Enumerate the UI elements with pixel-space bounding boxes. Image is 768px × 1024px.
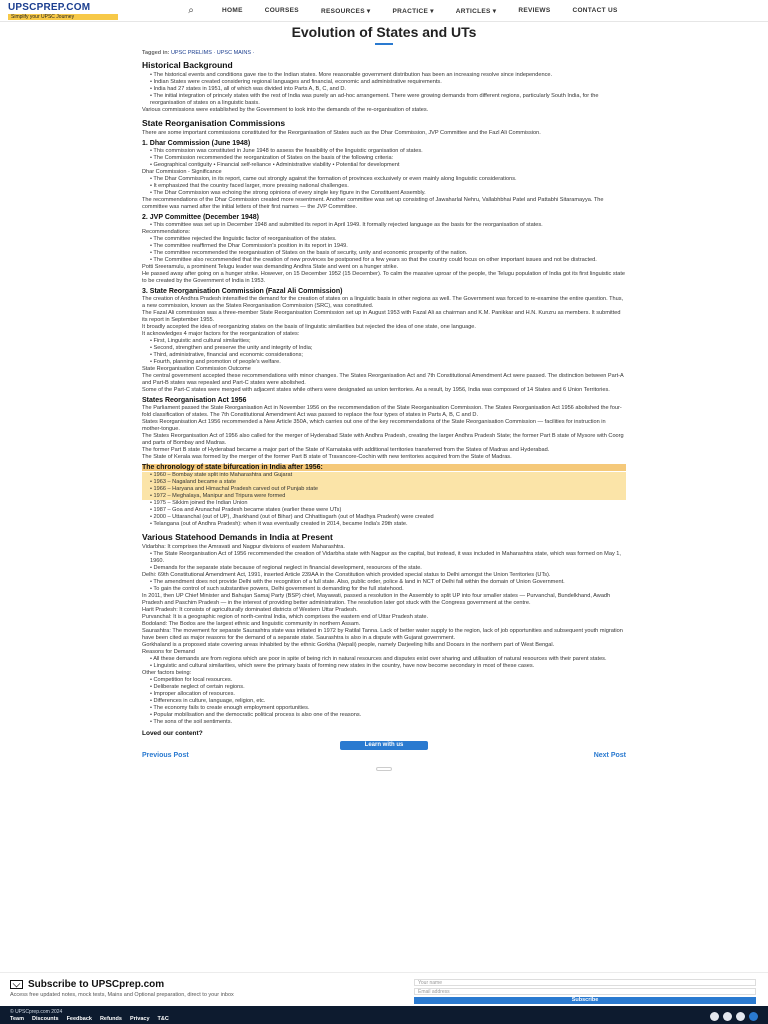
- list-item: • 1963 – Nagaland became a state: [142, 479, 626, 486]
- list-item: • Third, administrative, financial and economic considerations;: [150, 352, 303, 358]
- list-item: • First, Linguistic and cultural similarities;: [150, 338, 251, 344]
- list-item: • The sons of the soil sentiments.: [150, 719, 233, 725]
- paragraph: The Parliament passed the State Reorganisation Act in November 1956 on the recommendation of the State Reorganisation Commission. The States Reorganisation Act 1956 abolished the four-fold classification of states. The 7th Constitutional Amendment Act was passed to replace the four types of states in Parts A, B, C and D.: [142, 405, 622, 418]
- top-navigation: [0, 0, 768, 22]
- post-navigation: [142, 752, 626, 759]
- paragraph: It broadly accepted the idea of reorganizing states on the basis of linguistic similarities but rejected the idea of one state, one language.: [142, 324, 476, 330]
- nav-articles[interactable]: ARTICLES ▾: [455, 7, 497, 15]
- list-item: • The committee reaffirmed the Dhar Commission's position in its report in 1949.: [150, 243, 348, 249]
- email-input[interactable]: Email address: [414, 988, 756, 995]
- paragraph: Gorkhaland is a proposed state covering areas inhabited by the ethnic Gorkha (Nepali) people, namely Darjeeling hills and Dooars in the northern part of West Bengal.: [142, 642, 555, 648]
- footer-link-feedback[interactable]: Feedback: [66, 1016, 92, 1022]
- list-item: • Indian States were created considering regional languages and financial, economic and administrative requirements.: [150, 79, 442, 85]
- social-icon[interactable]: [710, 1012, 719, 1021]
- list-item: • The historical events and conditions gave rise to the Indian states. More reasonable government distribution has been an increasing resolve since independence.: [150, 72, 553, 78]
- subscribe-title: [10, 979, 370, 990]
- list-item: • This committee was set up in December 1948 and submitted its report in April 1949. It formally rejected language as the basis for the reorganisation of states.: [150, 222, 543, 228]
- site-footer: [0, 1006, 768, 1024]
- list-item: • The committee recommended the reorganisation of States on the basis of security, unity and economic prosperity of the nation.: [150, 250, 468, 256]
- article-sections: [142, 60, 626, 726]
- footer-link-discounts[interactable]: Discounts: [31, 1016, 59, 1022]
- paragraph: States Reorganisation Act 1956 recommended a New Article 350A, which carries out one of the key recommendations of the State Reorganisation Commission — facilities for instruction in mother-tongue.: [142, 419, 606, 432]
- page-title: Evolution of States and UTs: [291, 24, 477, 40]
- list-item: • Linguistic and cultural similarities, which were the primary basis of forming new states in the country, have now become secondary in most of these cases.: [150, 663, 535, 669]
- list-item: • India had 27 states in 1951, all of which was divided into Parts A, B, C, and D.: [150, 86, 346, 92]
- subscribe-section: [0, 972, 768, 1006]
- footer-copyright: © UPSCprep.com 2024: [10, 1009, 63, 1015]
- list-item: • Geographical contiguity • Financial self-reliance • Administrative viability • Potential for development: [150, 162, 400, 168]
- paragraph: Bodoland: The Bodos are the largest ethnic and linguistic community in northern Assam.: [142, 621, 361, 627]
- previous-post-link[interactable]: Previous Post: [142, 752, 189, 759]
- footer-link-team[interactable]: Team: [10, 1016, 24, 1022]
- logo-text: UPSCPREP.COM: [8, 1, 91, 13]
- section-heading: 2. JVP Committee (December 1948): [142, 214, 259, 221]
- list-item: • 1987 – Goa and Arunachal Pradesh became states (earlier these were UTs): [150, 507, 342, 513]
- paragraph: The Fazal Ali commission was a three-member State Reorganisation Commission set up in August 1953 with Fazal Ali as chairman and K.M. Panikkar and H.N. Kunzru as members. It submitted its report in September 1955.: [142, 310, 621, 323]
- paragraph: Harit Pradesh: It consists of agriculturally dominated districts of Western Uttar Pradesh.: [142, 607, 358, 613]
- nav-practice[interactable]: PRACTICE ▾: [392, 7, 434, 15]
- name-input[interactable]: Your name: [414, 979, 756, 986]
- title-underline: [375, 43, 393, 45]
- list-item: • The Dhar Commission was echoing the strong opinions of every single key figure in the Constituent Assembly.: [150, 190, 426, 196]
- subscribe-form: [414, 979, 756, 1003]
- paragraph: There are some important commissions constituted for the Reorganisation of States such as the Dhar Commission, JVP Committee and the Fazl Ali Commission.: [142, 130, 541, 136]
- list-item: • 1975 – Sikkim joined the Indian Union: [150, 500, 248, 506]
- paragraph: Purvanchal: It is a geographic region of north-central India, which comprises the eastern end of Uttar Pradesh state.: [142, 614, 429, 620]
- paragraph: Various commissions were established by the Government to look into the demands of the re-organisation of states.: [142, 107, 429, 113]
- list-item: • All these demands are from regions which are poor in spite of being rich in natural resources and disputes exist over sharing and utilisation of natural resources with their parent states.: [150, 656, 607, 662]
- list-item: • 2000 – Uttaranchal (out of UP), Jharkhand (out of Bihar) and Chhattisgarh (out of Madhya Pradesh) were created: [150, 514, 434, 520]
- list-item: • Telangana (out of Andhra Pradesh): when it was eventually created in 2014, became India's 29th state.: [150, 521, 408, 527]
- subscribe-button[interactable]: Subscribe: [414, 997, 756, 1004]
- paragraph: Potti Sreeramulu, a prominent Telugu leader was demanding Andhra State and went on a hunger strike.: [142, 264, 399, 270]
- list-item: • Popular mobilisation and the democratic political process is also one of the reasons.: [150, 712, 362, 718]
- paragraph: Saurashtra: The movement for separate Saurashtra state was initiated in 1972 by Ratilal Tanna. Lack of better water supply to the region, lack of job opportunities and subsequent youth migration have been cited as major reasons for the demand of a separate state. Saurashtra is also in a dispute with Gujarat government.: [142, 628, 623, 641]
- footer-link-terms[interactable]: T&C: [157, 1016, 169, 1022]
- social-links: [710, 1012, 758, 1021]
- paragraph: In 2011, then UP Chief Minister and Bahujan Samaj Party (BSP) chief, Mayawati, passed a resolution in the Assembly to split UP into four smaller states — Purvanchal, Bundelkhand, Awadh Pradesh and Paschim Pradesh — in the interest of providing better administration. The resolution later got stuck with the Congress government at the centre.: [142, 593, 611, 606]
- tags-line: [142, 50, 626, 56]
- social-icon[interactable]: [736, 1012, 745, 1021]
- nav-reviews[interactable]: REVIEWS: [518, 6, 551, 14]
- paragraph: Other factors being:: [142, 670, 192, 676]
- next-post-link[interactable]: Next Post: [593, 752, 626, 759]
- tags-links[interactable]: UPSC PRELIMS · UPSC MAINS ·: [170, 50, 255, 56]
- list-item: • The Dhar Commission, in its report, came out strongly against the formation of provinces exclusively or even mainly along linguistic considerations.: [150, 176, 517, 182]
- list-item: • It emphasized that the country faced larger, more pressing national challenges.: [150, 183, 349, 189]
- section-heading: 1. Dhar Commission (June 1948): [142, 140, 251, 147]
- nav-links: [222, 7, 618, 15]
- paragraph: Dhar Commission - Significance: [142, 169, 222, 175]
- list-item: • The amendment does not provide Delhi with the recognition of a full state. Also, public order, police & land in NCT of Delhi fall within the domain of Union Government.: [150, 579, 565, 585]
- list-item: • The economy fails to create enough employment opportunities.: [150, 705, 310, 711]
- list-item: • 1960 – Bombay state split into Maharashtra and Gujarat: [142, 472, 626, 479]
- section-heading: Various Statehood Demands in India at Present: [142, 532, 333, 542]
- paragraph: He passed away after going on a hunger strike. However, on 15 December 1952 (15 December). To calm the massive uproar of the people, the Telugu population of India got its first linguistic state to be created by the Government of India in 1953.: [142, 271, 625, 284]
- list-item: • Deliberate neglect of certain regions.: [150, 684, 245, 690]
- paragraph: The State of Kerala was formed by the merger of the former Part B state of Travancore-Cochin with new territories acquired from the State of Madras.: [142, 454, 512, 460]
- paragraph: Delhi: 69th Constitutional Amendment Act, 1991, inserted Article 239AA in the Constitution which provided special status to Delhi amongst the Union Territories (UTs).: [142, 572, 551, 578]
- learn-with-us-button[interactable]: Learn with us: [340, 741, 428, 750]
- list-item: • Fourth, planning and promotion of people's welfare.: [150, 359, 281, 365]
- site-logo[interactable]: [8, 2, 168, 20]
- nav-home[interactable]: HOME: [222, 6, 243, 14]
- footer-left: [10, 1009, 169, 1022]
- subscribe-info: [10, 979, 370, 1000]
- nav-contact[interactable]: CONTACT US: [572, 6, 618, 14]
- nav-resources[interactable]: RESOURCES ▾: [320, 7, 371, 15]
- list-item: • The Committee also recommended that the creation of new provinces be postponed for a few years so that the country could focus on other important issues and not be distracted.: [150, 257, 597, 263]
- footer-link-refunds[interactable]: Refunds: [99, 1016, 122, 1022]
- paragraph: The central government accepted these recommendations with minor changes. The States Reorganisation Act and 7th Constitutional Amendment Act were passed. The distinction between Part-A and Part-B states was repealed and Part-C states were abolished.: [142, 373, 624, 386]
- list-item: • To gain the control of such substantive powers, Delhi government is demanding for the full statehood.: [150, 586, 404, 592]
- list-item: • The initial integration of princely states with the rest of India was purely an ad-hoc arrangement. There were growing demands from different regions, particularly South India, for the reorganisation of states on a linguistic basis.: [150, 93, 599, 106]
- paragraph: The recommendations of the Dhar Commission created more resentment. Another committee was set up consisting of Jawaharlal Nehru, Vallabhbhai Patel and Pattabhi Sitaramayya. The committee was named after the initial letters of their first names — the JVP Committee.: [142, 197, 604, 210]
- footer-link-privacy[interactable]: Privacy: [129, 1016, 150, 1022]
- paragraph: The creation of Andhra Pradesh intensified the demand for the creation of states on a linguistic basis in other regions as well. The Government was forced to re-examine the entire question. Thus, a new commission, known as the States Reorganisation Commission (SRC), was constituted.: [142, 296, 624, 309]
- article: [142, 24, 626, 771]
- list-item: • The Commission recommended the reorganization of States on the basis of the following criteria:: [150, 155, 394, 161]
- social-icon[interactable]: [749, 1012, 758, 1021]
- section-heading: Historical Background: [142, 60, 233, 70]
- paragraph: Reasons for Demand: [142, 649, 195, 655]
- list-item: • This commission was constituted in June 1948 to assess the feasibility of the linguistic organisation of states.: [150, 148, 423, 154]
- list-item: • The State Reorganisation Act of 1956 recommended the creation of Vidarbha state with Nagpur as the capital, but instead, it was included in Maharashtra state, which was formed on May 1, 1960.: [150, 551, 621, 564]
- social-icon[interactable]: [723, 1012, 732, 1021]
- section-heading: 3. State Reorganisation Commission (Fazal Ali Commission): [142, 288, 343, 295]
- paragraph: It acknowledges 4 major factors for the reorganization of states:: [142, 331, 300, 337]
- paragraph: The former Part B state of Hyderabad became a major part of the State of Karnataka with additional territories transferred from the States of Madras and Hyderabad.: [142, 447, 550, 453]
- search-icon[interactable]: ⌕: [188, 4, 194, 16]
- nav-courses[interactable]: COURSES: [264, 6, 299, 14]
- list-item: • Second, strengthen and preserve the unity and integrity of India;: [150, 345, 313, 351]
- list-item: • The committee rejected the linguistic factor of reorganisation of the states.: [150, 236, 337, 242]
- list-item: • 1972 – Meghalaya, Manipur and Tripura were formed: [142, 493, 626, 500]
- subscribe-title-text: Subscribe to UPSCprep.com: [28, 979, 165, 990]
- paragraph: Vidarbha: It comprises the Amravati and Nagpur divisions of eastern Maharashtra.: [142, 544, 345, 550]
- list-item: • Improper allocation of resources.: [150, 691, 235, 697]
- list-item: • Differences in culture, language, religion, etc.: [150, 698, 266, 704]
- subscribe-description: Access free updated notes, mock tests, Mains and Optional preparation, direct to your inbox: [10, 992, 234, 998]
- section-heading: State Reorganisation Commissions: [142, 118, 286, 128]
- logo-tagline: Simplify your UPSC Journey: [8, 14, 118, 20]
- loading-indicator: [376, 767, 392, 771]
- paragraph: Recommendations:: [142, 229, 191, 235]
- footer-links: [10, 1016, 169, 1022]
- list-item: • Competition for local resources.: [150, 677, 233, 683]
- list-item: • Demands for the separate state because of regional neglect in financial development, resources of the state.: [150, 565, 422, 571]
- list-item: • 1966 – Haryana and Himachal Pradesh carved out of Punjab state: [142, 486, 626, 493]
- paragraph: State Reorganisation Commission Outcome: [142, 366, 251, 372]
- section-heading: States Reorganisation Act 1956: [142, 397, 247, 404]
- mail-icon: [10, 980, 23, 989]
- tags-label: Tagged in:: [142, 50, 170, 56]
- paragraph: The States Reorganisation Act of 1956 also called for the merger of Hyderabad State with Andhra Pradesh, creating the larger Andhra Pradesh State; the former Part B state of Mysore with Coorg and parts of Bombay and Madras.: [142, 433, 624, 446]
- paragraph: Some of the Part-C states were merged with adjacent states while others were designated as union territories. As a result, by 1956, India was composed of 14 States and 6 Union Territories.: [142, 387, 610, 393]
- section-heading: The chronology of state bifurcation in India after 1956:: [142, 464, 626, 471]
- loved-heading: Loved our content?: [142, 730, 203, 737]
